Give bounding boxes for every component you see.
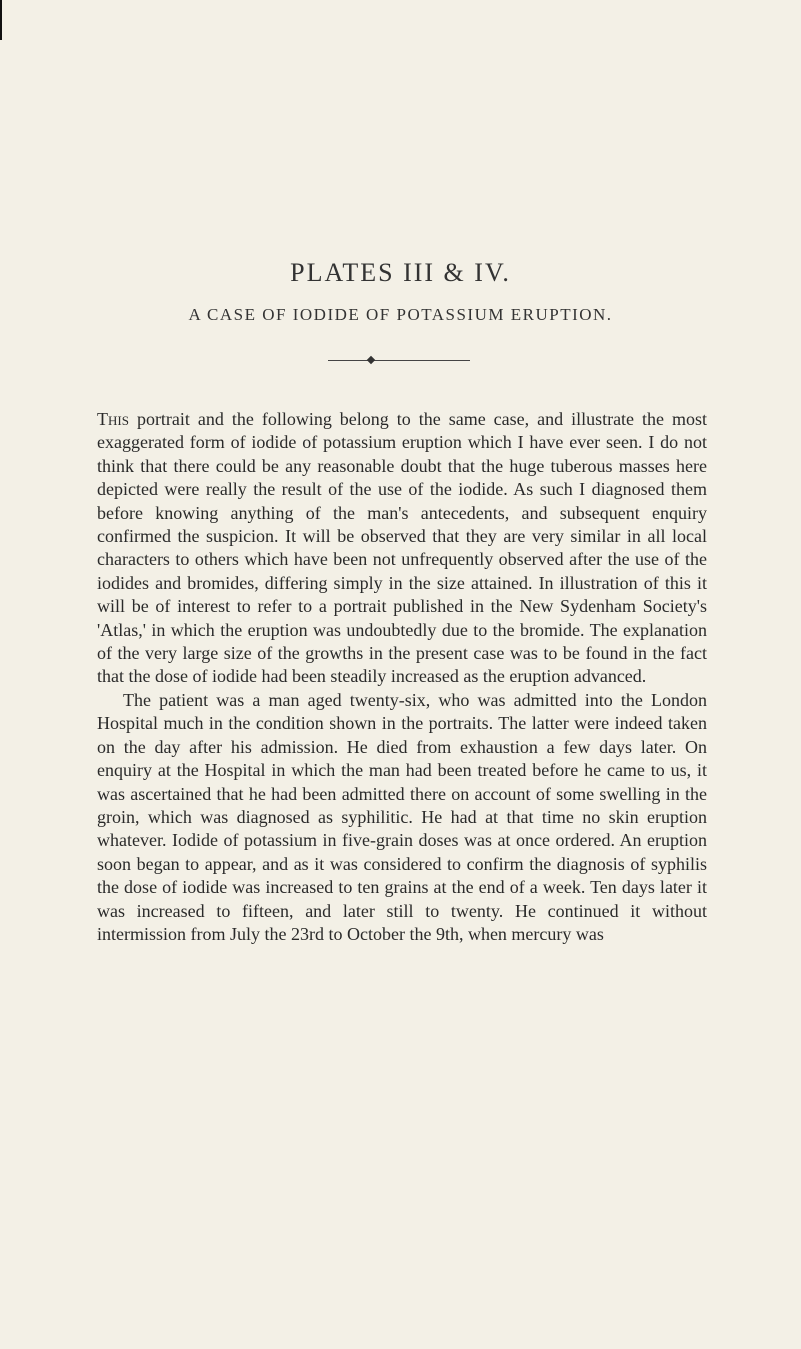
plate-title: PLATES III & IV. [290,258,511,287]
paragraph-1-text: portrait and the following belong to the same case, and illustrate the most exaggerated form of iodide of potassium eruption which I have ever seen. I do not think that there could be any reasonable doubt that the huge tuberous masses here depicted were really the result of the use of the iodide. As such I diagnosed them before knowing anything of the man's antecedents, and subsequent enquiry confirmed the suspicion. It will be observed that they are very similar in all local characters to others which have been not unfrequently observed after the use of the iodides and bromides, differing simply in the size attained. In illustration of this it will be of interest to refer to a portrait published in the New Sydenham Society's 'Atlas,' in which the eruption was undoubtedly due to the bromide. The explanation of the very large size of the growths in the present case was to be found in the fact that the dose of iodide had been steadily increased as the eruption advanced. [97,409,707,687]
paragraph-1-lead-word: This [97,409,129,429]
body-text [97,408,707,946]
page-edge-mark [0,0,2,40]
paragraph-1 [97,408,707,689]
paragraph-2: The patient was a man aged twenty-six, who was admitted into the London Hospital much in the condition shown in the portraits. The latter were indeed taken on the day after his admission. He died from exhaustion a few days later. On enquiry at the Hospital in which the man had been treated before he came to us, it was ascertained that he had been admitted there on account of some swelling in the groin, which was diagnosed as syphilitic. He had at that time no skin eruption whatever. Iodide of potassium in five-grain doses was at once ordered. An eruption soon began to appear, and as it was considered to confirm the diagnosis of syphilis the dose of iodide was increased to ten grains at the end of a week. Ten days later it was increased to fifteen, and later still to twenty. He continued it without intermission from July the 23rd to October the 9th, when mercury was [97,689,707,944]
article-subtitle: A CASE OF IODIDE OF POTASSIUM ERUPTION. [188,305,613,324]
diamond-ornament-icon [367,356,375,364]
ornamental-rule [328,360,470,361]
